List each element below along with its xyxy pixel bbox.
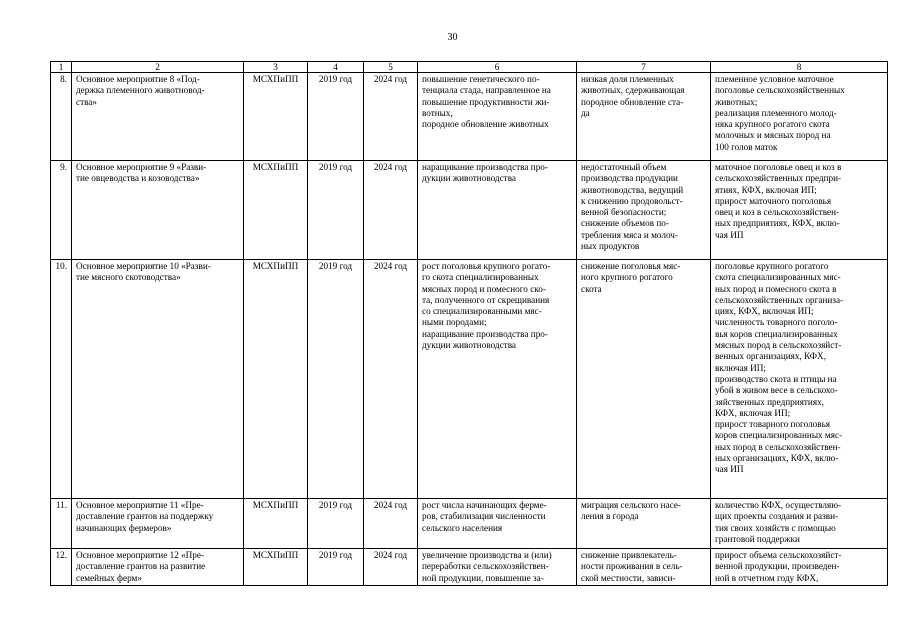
cell-indicators-line: реализация племенного молод- — [715, 107, 837, 118]
cell-indicators-line: поголовье сельскохозяйственных — [715, 85, 845, 96]
cell-expected-result-line: ными породами; — [422, 317, 487, 328]
cell-indicators-line: прирост объема сельскохозяйст- — [715, 550, 842, 560]
cell-indicators-line: чая ИП — [715, 464, 744, 475]
cell-expected-result-line: дукции животноводства — [422, 340, 516, 351]
cell-expected-result-line: ной продукции, повышение за- — [422, 572, 544, 583]
cell-consequences-line: животных, сдерживающая — [581, 85, 685, 96]
table-body — [51, 73, 888, 586]
cell-consequences — [577, 499, 711, 549]
measures-table — [50, 61, 888, 586]
cell-indicators-line: ятиях, КФХ, включая ИП; — [715, 184, 817, 195]
cell-consequences-line: ности проживания в сель- — [581, 561, 683, 572]
cell-consequences-line: ления в города — [581, 511, 639, 522]
cell-executor: МСХПиПП — [244, 499, 308, 549]
cell-number: 9. — [51, 161, 72, 260]
cell-expected-result — [418, 161, 577, 260]
cell-expected-result-line: повышение продуктивности жи- — [422, 96, 550, 107]
cell-expected-result-line: тенциала стада, направленное на — [422, 85, 551, 96]
cell-measure-name-line: семейных ферм» — [76, 572, 142, 583]
cell-expected-result-line: наращивание производства про- — [422, 162, 548, 172]
cell-consequences-line: требления мяса и молоч- — [581, 229, 678, 240]
cell-end-year: 2024 год — [364, 499, 418, 549]
cell-executor: МСХПиПП — [244, 549, 308, 586]
cell-consequences — [577, 260, 711, 499]
cell-executor: МСХПиПП — [244, 73, 308, 161]
cell-number: 11. — [51, 499, 72, 549]
cell-indicators — [711, 499, 888, 549]
cell-indicators-line: грантовой поддержки — [715, 533, 800, 544]
cell-consequences-line: недостаточный объем — [581, 162, 667, 172]
cell-expected-result-line: повышение генетического по- — [422, 74, 540, 84]
cell-consequences — [577, 73, 711, 161]
table-row — [51, 161, 888, 260]
cell-indicators-line: молочных и мясных пород на — [715, 130, 831, 141]
cell-indicators-line: овец и коз в сельскохозяйствен- — [715, 207, 840, 218]
cell-number: 12. — [51, 549, 72, 586]
cell-start-year: 2019 год — [308, 73, 364, 161]
table-row — [51, 73, 888, 161]
cell-consequences-line: ской местности, зависи- — [581, 572, 676, 583]
cell-expected-result-line: рост поголовья крупного рогато- — [422, 261, 551, 271]
table-row — [51, 549, 888, 586]
cell-indicators — [711, 73, 888, 161]
cell-indicators-line: ной в отчетном году КФХ, — [715, 572, 819, 583]
cell-consequences-line: низкая доля племенных — [581, 74, 674, 84]
cell-measure-name — [72, 499, 244, 549]
cell-indicators-line: венной продукции, произведен- — [715, 561, 840, 572]
cell-consequences-line: производства продукции — [581, 173, 678, 184]
cell-measure-name-line: начинающих фермеров» — [76, 522, 172, 533]
cell-expected-result-line: ров, стабилизация численности — [422, 511, 546, 522]
cell-start-year: 2019 год — [308, 260, 364, 499]
cell-end-year: 2024 год — [364, 260, 418, 499]
cell-expected-result-line: увеличение производства и (или) — [422, 550, 552, 560]
cell-indicators-line: щих проекты создания и разви- — [715, 511, 839, 522]
cell-expected-result-line: го скота специализированных — [422, 272, 539, 283]
cell-end-year: 2024 год — [364, 73, 418, 161]
cell-executor: МСХПиПП — [244, 161, 308, 260]
cell-consequences-line: породное обновление ста- — [581, 96, 684, 107]
cell-consequences-line: животноводства, ведущий — [581, 184, 684, 195]
cell-measure-name — [72, 549, 244, 586]
cell-indicators — [711, 549, 888, 586]
cell-expected-result-line: сельского населения — [422, 522, 503, 533]
cell-consequences — [577, 549, 711, 586]
cell-indicators-line: сельскохозяйственных организа- — [715, 294, 844, 305]
cell-expected-result — [418, 499, 577, 549]
cell-expected-result-line: вотных, — [422, 107, 453, 118]
cell-measure-name-line: Основное мероприятие 11 «Пре- — [76, 500, 204, 510]
cell-measure-name — [72, 161, 244, 260]
cell-indicators-line: прирост товарного поголовья — [715, 419, 831, 430]
cell-consequences-line: миграция сельского насе- — [581, 500, 681, 510]
cell-executor: МСХПиПП — [244, 260, 308, 499]
cell-measure-name-line: Основное мероприятие 8 «Под- — [76, 74, 200, 84]
header-col-1: 1 — [51, 62, 72, 73]
cell-indicators-line: численность товарного поголо- — [715, 317, 838, 328]
header-col-7: 7 — [577, 62, 711, 73]
cell-measure-name-line: Основное мероприятие 10 «Разви- — [76, 261, 211, 271]
cell-indicators-line: венных организациях, КФХ, — [715, 351, 826, 362]
cell-indicators-line: чая ИП — [715, 229, 744, 240]
header-col-4: 4 — [308, 62, 364, 73]
cell-measure-name — [72, 260, 244, 499]
cell-indicators-line: тия своих хозяйств с помощью — [715, 522, 836, 533]
cell-expected-result — [418, 73, 577, 161]
cell-indicators — [711, 260, 888, 499]
cell-indicators-line: ных организациях, КФХ, вклю- — [715, 453, 839, 464]
page-number: 30 — [447, 32, 458, 43]
cell-expected-result — [418, 260, 577, 499]
cell-end-year: 2024 год — [364, 549, 418, 586]
cell-start-year: 2019 год — [308, 161, 364, 260]
cell-consequences-line: к снижению продовольст- — [581, 195, 683, 206]
cell-expected-result-line: породное обновление животных — [422, 119, 549, 130]
cell-indicators-line: зяйственных предприятиях, — [715, 396, 824, 407]
cell-expected-result-line: дукции животноводства — [422, 173, 516, 184]
table-row — [51, 499, 888, 549]
cell-consequences-line: снижение привлекатель- — [581, 550, 677, 560]
cell-number: 10. — [51, 260, 72, 499]
cell-expected-result-line: рост числа начинающих ферме- — [422, 500, 547, 510]
cell-expected-result — [418, 549, 577, 586]
cell-indicators-line: производство скота и птицы на — [715, 373, 837, 384]
cell-indicators-line: убой в живом весе в сельскохо- — [715, 385, 838, 396]
cell-indicators — [711, 161, 888, 260]
cell-indicators-line: 100 голов маток — [715, 141, 778, 152]
cell-indicators-line: няка крупного рогатого скота — [715, 119, 830, 130]
cell-consequences-line: снижение поголовья мяс- — [581, 261, 681, 271]
cell-expected-result-line: переработки сельскохозяйствен- — [422, 561, 549, 572]
cell-indicators-line: мясных пород в сельскохозяйст- — [715, 340, 842, 351]
cell-indicators-line: прирост маточного поголовья — [715, 195, 832, 206]
cell-indicators-line: скота специализированных мяс- — [715, 272, 841, 283]
cell-indicators-line: ных пород в сельскохозяйствен- — [715, 441, 841, 452]
cell-expected-result-line: со специализированными мяс- — [422, 306, 542, 317]
cell-end-year: 2024 год — [364, 161, 418, 260]
cell-measure-name-line: доставление грантов на развитие — [76, 561, 206, 572]
cell-indicators-line: включая ИП; — [715, 362, 766, 373]
cell-measure-name — [72, 73, 244, 161]
cell-measure-name-line: держка племенного животновод- — [76, 85, 205, 96]
cell-number: 8. — [51, 73, 72, 161]
cell-indicators-line: маточное поголовье овец и коз в — [715, 162, 842, 172]
cell-measure-name-line: тие овцеводства и козоводства» — [76, 173, 200, 184]
cell-consequences-line: скота — [581, 283, 602, 294]
header-col-8: 8 — [711, 62, 888, 73]
cell-indicators-line: поголовье крупного рогатого — [715, 261, 829, 271]
cell-expected-result-line: мясных пород и помесного ско- — [422, 283, 546, 294]
header-col-6: 6 — [418, 62, 577, 73]
table-row — [51, 260, 888, 499]
cell-measure-name-line: Основное мероприятие 9 «Разви- — [76, 162, 207, 172]
header-col-2: 2 — [72, 62, 244, 73]
cell-indicators-line: вья коров специализированных — [715, 328, 838, 339]
cell-measure-name-line: тие мясного скотоводства» — [76, 272, 181, 283]
cell-consequences — [577, 161, 711, 260]
cell-indicators-line: племенное условное маточное — [715, 74, 834, 84]
cell-consequences-line: снижение объемов по- — [581, 218, 669, 229]
cell-indicators-line: животных; — [715, 96, 758, 107]
header-col-5: 5 — [364, 62, 418, 73]
cell-consequences-line: венной безопасности; — [581, 207, 667, 218]
cell-consequences-line: да — [581, 107, 590, 118]
cell-consequences-line: ных продуктов — [581, 241, 640, 252]
cell-indicators-line: КФХ, включая ИП; — [715, 407, 791, 418]
cell-indicators-line: количество КФХ, осуществляю- — [715, 500, 842, 510]
cell-start-year: 2019 год — [308, 499, 364, 549]
cell-indicators-line: ных пород и помесного скота в — [715, 283, 837, 294]
cell-indicators-line: ных предприятиях, КФХ, вклю- — [715, 218, 840, 229]
cell-expected-result-line: та, полученного от скрещивания — [422, 294, 550, 305]
cell-expected-result-line: наращивание производства про- — [422, 328, 548, 339]
cell-indicators-line: сельскохозяйственных предпри- — [715, 173, 842, 184]
cell-measure-name-line: Основное мероприятие 12 «Пре- — [76, 550, 205, 560]
cell-measure-name-line: доставление грантов на поддержку — [76, 511, 214, 522]
cell-consequences-line: ного крупного рогатого — [581, 272, 673, 283]
cell-indicators-line: циях, КФХ, включая ИП; — [715, 306, 814, 317]
cell-start-year: 2019 год — [308, 549, 364, 586]
header-col-3: 3 — [244, 62, 308, 73]
cell-measure-name-line: ства» — [76, 96, 97, 107]
table-header-row — [51, 62, 888, 73]
cell-indicators-line: коров специализированных мяс- — [715, 430, 843, 441]
